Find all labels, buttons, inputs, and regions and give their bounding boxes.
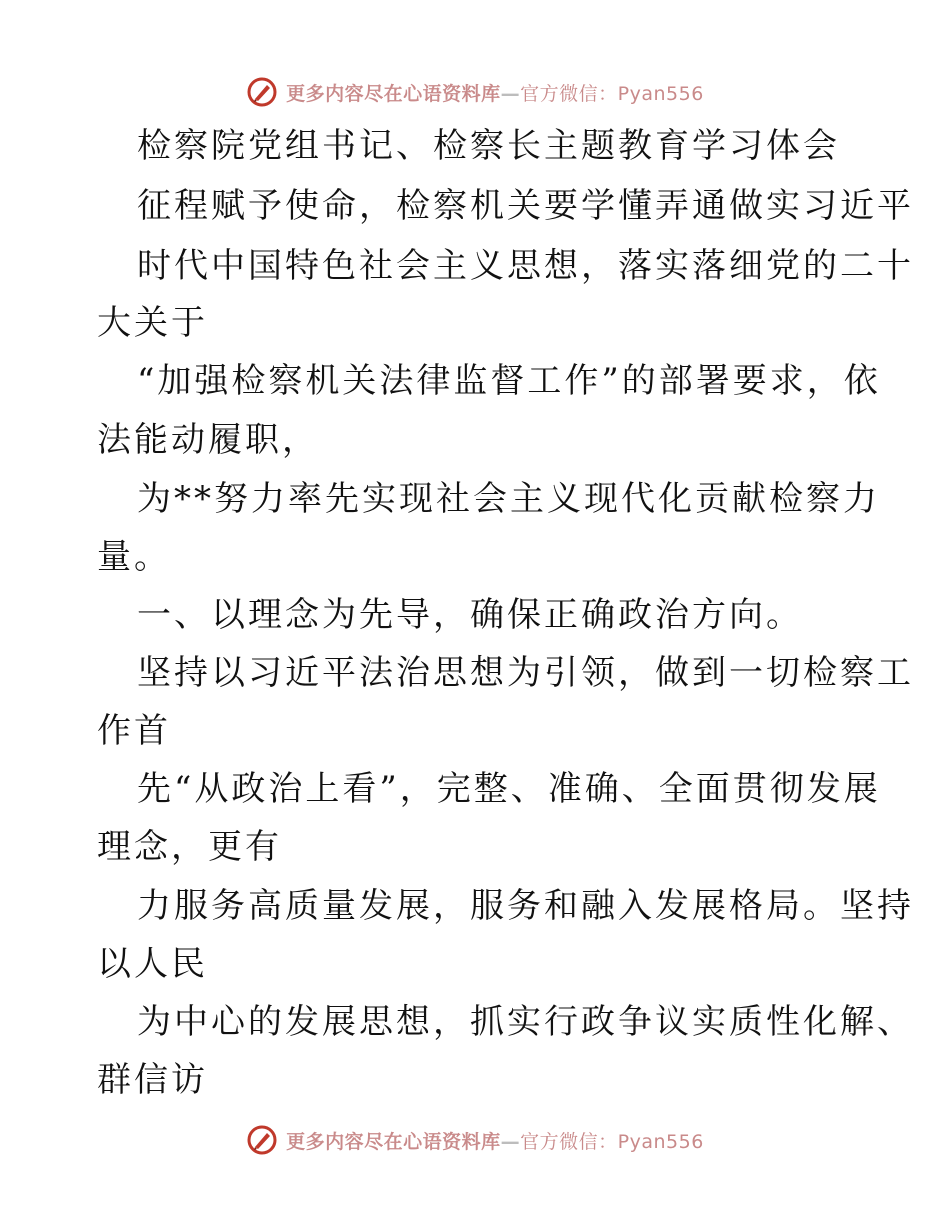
doc-line: 量。 <box>97 537 171 577</box>
footer-contact: 官方微信：Pyan556 <box>520 1130 704 1153</box>
doc-line: 先“从政治上看”，完整、准确、全面贯彻发展 <box>137 769 881 809</box>
footer-brand: 更多内容尽在心语资料库 <box>286 1130 501 1153</box>
pen-logo-icon <box>246 76 278 108</box>
doc-title: 检察院党组书记、检察长主题教育学习体会 <box>137 126 840 166</box>
doc-line: 群信访 <box>97 1060 208 1100</box>
footer-watermark <box>0 1120 950 1160</box>
doc-line: 大关于 <box>97 303 208 343</box>
doc-line: 征程赋予使命，检察机关要学懂弄通做实习近平 <box>137 186 914 226</box>
doc-line: 时代中国特色社会主义思想，落实落细党的二十 <box>137 246 914 286</box>
doc-line: 法能动履职， <box>97 420 319 460</box>
doc-line: 作首 <box>97 711 171 751</box>
header-brand: 更多内容尽在心语资料库 <box>286 82 501 105</box>
header-separator: — <box>500 82 521 105</box>
pen-logo-icon <box>246 1124 278 1156</box>
doc-line: 为**努力率先实现社会主义现代化贡献检察力 <box>137 479 880 519</box>
header-watermark <box>0 72 950 112</box>
doc-line: 理念，更有 <box>97 827 282 867</box>
doc-line: 坚持以习近平法治思想为引领，做到一切检察工 <box>137 653 914 693</box>
doc-line: “加强检察机关法律监督工作”的部署要求，依 <box>137 361 881 401</box>
header-contact: 官方微信：Pyan556 <box>520 82 704 105</box>
doc-line: 力服务高质量发展，服务和融入发展格局。坚持 <box>137 886 914 926</box>
doc-line: 为中心的发展思想，抓实行政争议实质性化解、 <box>137 1002 914 1042</box>
section-heading: 一、以理念为先导，确保正确政治方向。 <box>137 595 803 635</box>
doc-line: 以人民 <box>97 944 208 984</box>
footer-separator: — <box>500 1130 521 1153</box>
